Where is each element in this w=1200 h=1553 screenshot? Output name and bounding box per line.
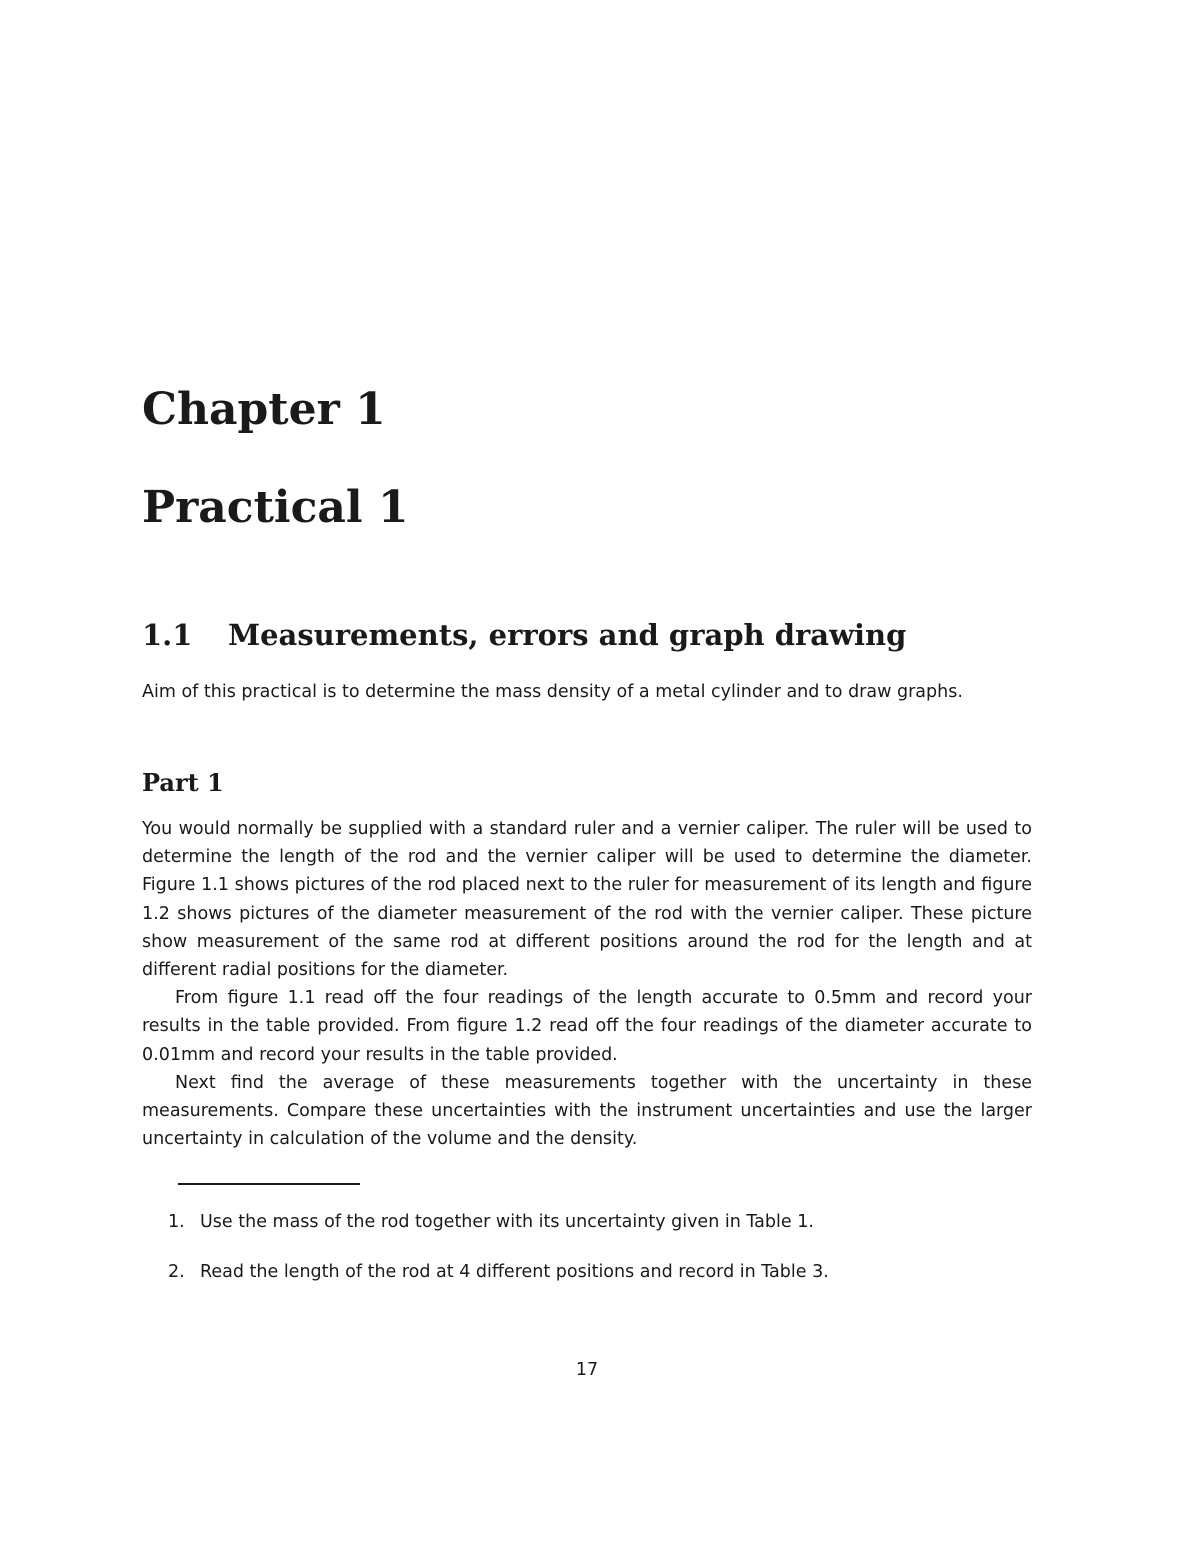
section-heading <box>142 613 906 657</box>
list-marker: 2. <box>168 1262 185 1282</box>
steps-list <box>142 1208 1032 1308</box>
list-item <box>142 1258 1032 1308</box>
chapter-title: Practical 1 <box>142 482 409 533</box>
section-title: Measurements, errors and graph drawing <box>228 618 907 652</box>
list-item-text: Use the mass of the rod together with its uncertainty given in Table 1. <box>200 1212 814 1232</box>
list-item-text: Read the length of the rod at 4 different positions and record in Table 3. <box>200 1262 829 1282</box>
list-marker: 1. <box>168 1212 185 1232</box>
section-number: 1.1 <box>142 618 193 652</box>
part-body <box>142 815 1032 1153</box>
body-paragraph: Next find the average of these measurements together with the uncertainty in these measurements. Compare these uncertainties with the instrument uncertainties and use the larger uncertainty in calculation of the volume and the density. <box>142 1072 1032 1150</box>
body-paragraph: From figure 1.1 read off the four readings of the length accurate to 0.5mm and record your results in the table provided. From figure 1.2 read off the four readings of the diameter accurate to 0.01mm and record your results in the table provided. <box>142 988 1032 1065</box>
part-heading: Part 1 <box>142 768 224 797</box>
list-item <box>142 1208 1032 1258</box>
aim-paragraph: Aim of this practical is to determine the mass density of a metal cylinder and to draw graphs. <box>142 682 963 702</box>
chapter-label: Chapter 1 <box>142 384 386 435</box>
page-number: 17 <box>575 1360 599 1380</box>
handwritten-underline <box>178 1183 360 1185</box>
body-paragraph: You would normally be supplied with a standard ruler and a vernier caliper. The ruler will be used to determine the length of the rod and the vernier caliper will be used to determine the diameter. Figure 1.1 shows pictures of the rod placed next to the ruler for measurement of its length and figure 1.2 shows pictures of the diameter measurement of the rod with the vernier caliper. These picture show measurement of the same rod at different positions around the rod for the length and at different radial positions for the diameter. <box>142 819 1032 981</box>
